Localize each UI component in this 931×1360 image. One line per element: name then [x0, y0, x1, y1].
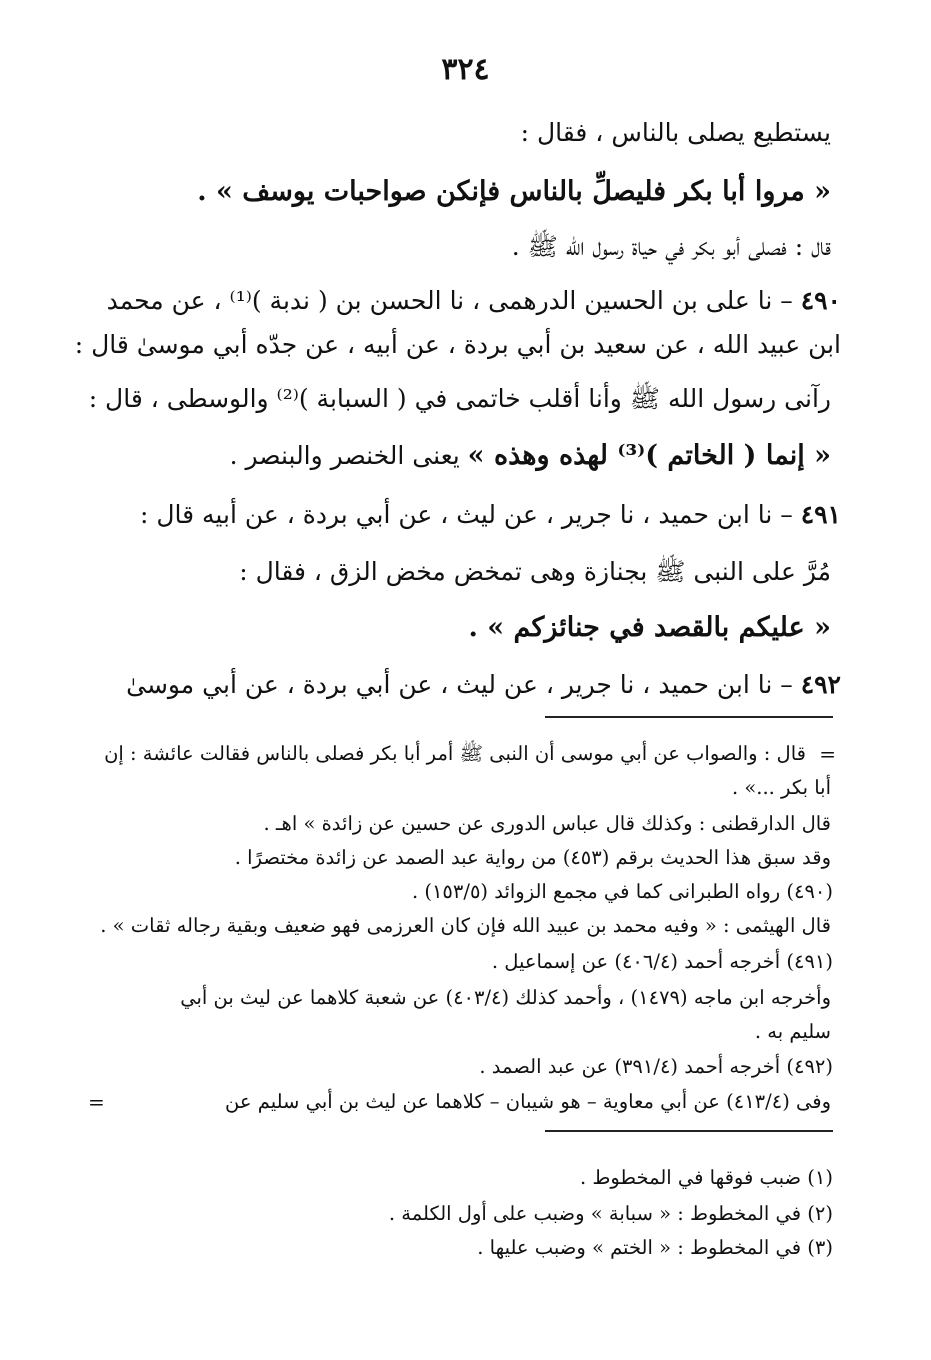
hadith-number: ٤٩٢ [800, 670, 841, 699]
hadith-quote: « إنما ( الخاتم )⁽³⁾ لهذه وهذه » [467, 440, 831, 471]
isnad-text: – نا ابن حميد ، نا جرير ، عن ليث ، عن أبي بردة ، عن أبيه قال : [139, 500, 793, 529]
hadith-quote: « مروا أبا بكر فليصلِّ بالناس فإنكن صواحبات يوسف » . [197, 176, 831, 207]
isnad-text: – نا ابن حميد ، نا جرير ، عن ليث ، عن أبي بردة ، عن أبي موسىٰ [126, 670, 793, 699]
text-line: ابن عبيد الله ، عن سعيد بن أبي بردة ، عن أبيه ، عن جدّه أبي موسىٰ قال : [74, 330, 841, 359]
note-line: (٤٩٢) أخرجه أحمد (٣٩١/٤) عن عبد الصمد . [479, 1055, 833, 1078]
hadith-490-quote-line [90, 440, 831, 472]
note-line: وأخرجه ابن ماجه (١٤٧٩) ، وأحمد كذلك (٤٠٣/٤) عن شعبة كلاهما عن ليث بن أبي [180, 986, 831, 1009]
note-line: قال الهيثمى : « وفيه محمد بن عبيد الله فإن كان العرزمى فهو ضعيف وبقية رجاله ثقات » . [100, 914, 831, 937]
note-line: وفى (٤١٣/٤) عن أبي معاوية – هو شيبان – كلاهما عن ليث بن أبي سليم عن [225, 1090, 831, 1113]
separator-rule [545, 716, 833, 718]
note-line: (٤٩٠) رواه الطبرانى كما في مجمع الزوائد (١٥٣/٥) . [411, 880, 833, 903]
note-line: (٤٩١) أخرجه أحمد (٤٠٦/٤) عن إسماعيل . [491, 950, 833, 973]
isnad-text: – نا على بن الحسين الدرهمى ، نا الحسن بن ( ندبة )⁽¹⁾ ، عن محمد [106, 286, 793, 315]
continuation-marker: = [88, 1090, 105, 1114]
text-line: قال : فصلى أبو بكر في حياة رسول الله ﷺ . [511, 232, 831, 261]
footnote-1: (١) ضبب فوقها في المخطوط . [579, 1166, 833, 1189]
note-line: قال : والصواب عن أبي موسى أن النبى ﷺ أمر أبا بكر فصلى بالناس فقالت عائشة : إن [104, 742, 806, 765]
text-line: يستطيع يصلى بالناس ، فقال : [520, 118, 831, 147]
hadith-number: ٤٩١ [800, 500, 841, 529]
footnote-2: (٢) في المخطوط : « سبابة » وضبب على أول الكلمة . [388, 1202, 833, 1225]
page-number: ٣٢٤ [441, 52, 490, 87]
text-line: رآنى رسول الله ﷺ وأنا أقلب خاتمى في ( السبابة )⁽²⁾ والوسطى ، قال : [88, 384, 831, 413]
separator-rule [545, 1130, 833, 1132]
note-line: وقد سبق هذا الحديث برقم (٤٥٣) من رواية عبد الصمد عن زائدة مختصرًا . [234, 846, 831, 869]
hadith-quote: « عليكم بالقصد في جنائزكم » . [468, 612, 831, 643]
note-line: قال الدارقطنى : وكذلك قال عباس الدورى عن حسين عن زائدة » اهـ . [263, 812, 831, 835]
text-line: مُرَّ على النبى ﷺ بجنازة وهى تمخض مخض الزق ، فقال : [239, 557, 831, 586]
note-line: أبا بكر ...» . [731, 776, 831, 799]
hadith-490-line [90, 286, 841, 316]
note-line: سليم به . [754, 1020, 831, 1043]
hadith-number: ٤٩٠ [800, 286, 841, 315]
hadith-492-line [90, 670, 841, 700]
text-span: يعنى الخنصر والبنصر . [229, 441, 460, 470]
continuation-marker: = [819, 742, 836, 766]
hadith-491-line [90, 500, 841, 530]
footnote-3: (٣) في المخطوط : « الختم » وضبب عليها . [477, 1236, 833, 1259]
